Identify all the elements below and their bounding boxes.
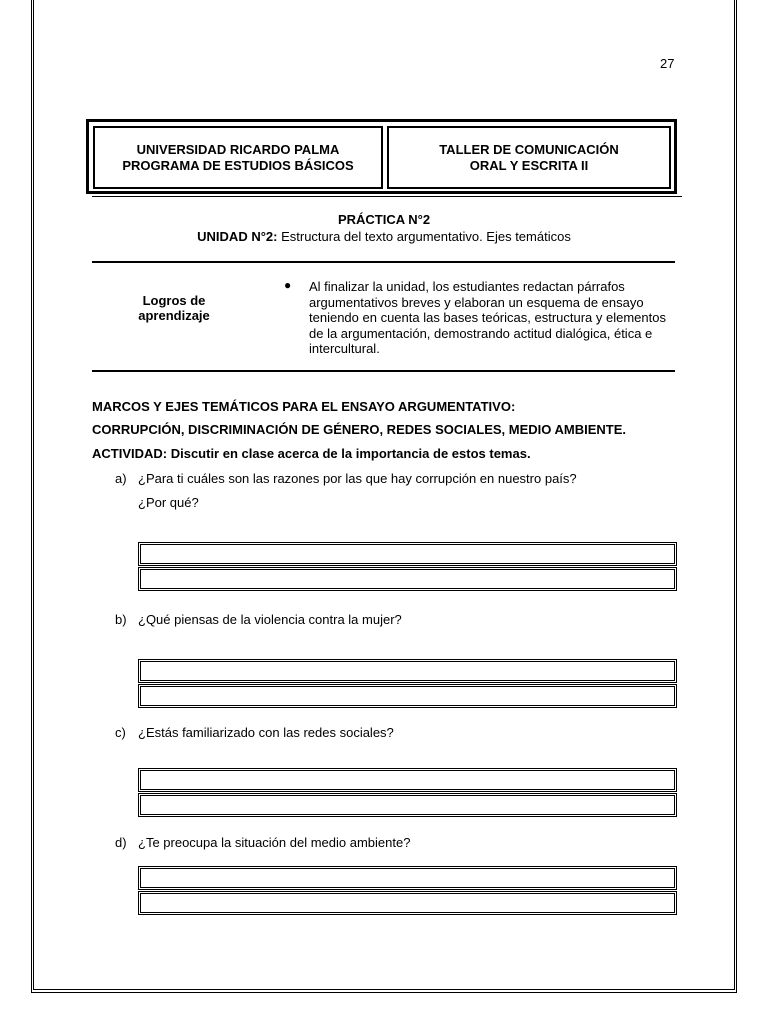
answer-line-c2[interactable] [138, 793, 677, 817]
unit-label: UNIDAD N°2: [197, 229, 278, 244]
question-text-b: ¿Qué piensas de la violencia contra la mujer? [138, 612, 402, 627]
bullet-icon: ● [284, 278, 292, 292]
answer-line-b1[interactable] [138, 659, 677, 683]
question-letter-b: b) [115, 612, 127, 627]
answer-line-d2[interactable] [138, 891, 677, 915]
program-name: PROGRAMA DE ESTUDIOS BÁSICOS [122, 157, 354, 173]
question-text-c: ¿Estás familiarizado con las redes sociales? [138, 725, 394, 740]
question-letter-d: d) [115, 835, 127, 850]
logros-bottom-rule [92, 370, 675, 372]
answer-line-b2[interactable] [138, 684, 677, 708]
course-name-line1: TALLER DE COMUNICACIÓN [439, 141, 619, 157]
question-letter-c: c) [115, 725, 126, 740]
section-heading-2: CORRUPCIÓN, DISCRIMINACIÓN DE GÉNERO, REDES SOCIALES, MEDIO AMBIENTE. [92, 422, 627, 437]
logros-label-line2: aprendizaje [138, 308, 210, 323]
page-number: 27 [660, 56, 675, 71]
unit-line [0, 229, 768, 244]
logros-top-rule [92, 261, 675, 263]
university-name: UNIVERSIDAD RICARDO PALMA [136, 141, 340, 157]
course-name-line2: ORAL Y ESCRITA II [469, 157, 589, 173]
logros-text: Al finalizar la unidad, los estudiantes redactan párrafos argumentativos breves y elaboran un esquema de ensayo teniendo en cuenta las bases teóricas, estructura y elementos de la argumentación, demostrando actitud dialógica, ética e intercultural. [309, 279, 666, 356]
header-university-cell [93, 126, 383, 189]
header-table [86, 119, 677, 194]
logros-label [118, 293, 230, 323]
header-divider [92, 196, 682, 197]
logros-label-line1: Logros de [142, 293, 206, 308]
answer-line-c1[interactable] [138, 768, 677, 792]
question-text-d: ¿Te preocupa la situación del medio ambiente? [138, 835, 411, 850]
answer-line-d1[interactable] [138, 866, 677, 890]
question-text-a: ¿Para ti cuáles son las razones por las que hay corrupción en nuestro país? ¿Por qué? [138, 471, 577, 510]
section-heading-1: MARCOS Y EJES TEMÁTICOS PARA EL ENSAYO ARGUMENTATIVO: [92, 399, 516, 414]
answer-line-a1[interactable] [138, 542, 677, 566]
question-letter-a: a) [115, 471, 127, 486]
unit-text: Estructura del texto argumentativo. Ejes temáticos [277, 229, 571, 244]
activity-text: ACTIVIDAD: Discutir en clase acerca de la importancia de estos temas. [92, 446, 531, 461]
practice-title: PRÁCTICA N°2 [337, 212, 431, 227]
header-course-cell [387, 126, 671, 189]
answer-line-a2[interactable] [138, 567, 677, 591]
